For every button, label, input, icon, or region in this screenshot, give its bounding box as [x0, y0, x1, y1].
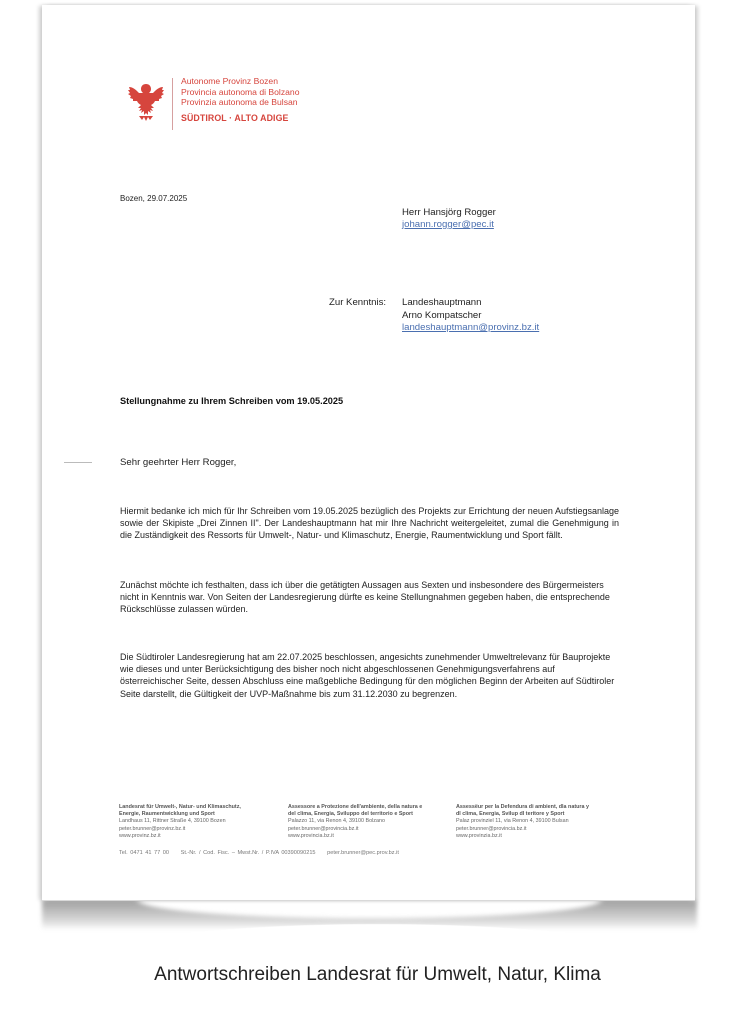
footer-phone: Tel. 0471 41 77 00 — [119, 850, 170, 856]
letterhead-line-it: Provincia autonoma di Bolzano — [181, 86, 300, 97]
letterhead-brand: SÜDTIROL · ALTO ADIGE — [181, 112, 289, 123]
cc-block — [402, 297, 539, 335]
footer-pec: peter.brunner@pec.prov.bz.it — [327, 850, 399, 856]
recipient-block — [402, 207, 496, 231]
letterhead-logo — [126, 76, 299, 130]
footer-address: Palazzo 11, via Renon 4, 39100 Bolzano — [288, 818, 385, 825]
letterhead-text — [181, 76, 299, 123]
footer-web: www.provinzia.bz.it — [456, 832, 502, 839]
footer-tax-id: St.-Nr. / Cod. Fisc. – Mwst.Nr. / P.IVA 00390090215 — [180, 850, 316, 856]
footer-title: dl clima, Energia, Svilup dl teritore y Sport — [456, 811, 565, 818]
letterhead-line-de: Autonome Provinz Bozen — [181, 76, 278, 86]
footer-title: Assessëur per la Defendura di ambient, dla natura y — [456, 804, 590, 810]
recipient-email-link[interactable]: johann.rogger@pec.it — [402, 219, 494, 230]
footer-email: peter.brunner@provincia.bz.it — [456, 825, 527, 832]
cc-email-link[interactable]: landeshauptmann@provinz.bz.it — [402, 322, 540, 334]
footer-title: Landesrat für Umwelt-, Natur- und Klimaschutz, — [119, 804, 241, 810]
footer-column-de — [119, 804, 289, 840]
footer-column-lld — [456, 804, 626, 840]
letter-page — [42, 5, 695, 901]
footer-email: peter.brunner@provincia.bz.it — [288, 825, 359, 832]
footer-web: www.provincia.bz.it — [288, 832, 334, 839]
footer-web: www.provinz.bz.it — [119, 832, 161, 839]
page-curl-mask — [20, 902, 735, 962]
image-caption: Antwortschreiben Landesrat für Umwelt, Natur, Klima — [154, 964, 601, 985]
paragraph-1: Hiermit bedanke ich mich für Ihr Schreiben vom 19.05.2025 bezüglich des Projekts zur Errichtung der neuen Aufstiegsanlage sowie der Skipiste „Drei Zinnen II". Der Landeshauptmann hat mir Ihre Nachricht weitergeleitet, zumal die Genehmigung in die Zuständigkeit des Ressorts für Umwelt-, Natur- und Klimaschutz, Energie, Raumentwicklung und Sport fällt. — [120, 506, 619, 541]
tyrolean-eagle-icon — [126, 80, 166, 124]
paragraph-3: Die Südtiroler Landesregierung hat am 22.07.2025 beschlossen, angesichts zunehmender Umweltrelevanz für Bauprojekte wie dieses und unter Berücksichtigung des bisher noch nicht abgeschlossenen Genehmigungsverfahrens auf österreichischer Seite, dessen Abschluss eine maßgebliche Bedingung für den möglichen Beginn der Arbeiten auf Südtiroler Seite darstellt, die Gültigkeit der UVP-Maßnahme bis zum 31.12.2030 zu begrenzen. — [120, 652, 615, 699]
letterhead-line-lld: Provinzia autonoma de Bulsan — [181, 97, 298, 108]
footer-email: peter.brunner@provinz.bz.it — [119, 825, 186, 832]
paragraph-2: Zunächst möchte ich festhalten, dass ich über die getätigten Aussagen aus Sexten und insbesondere des Bürgermeisters nicht in Kenntnis war. Von Seiten der Landesregierung dürfte es keine Stellungnahmen gegeben haben, die entsprechende Rückschlüsse zulassen würden. — [120, 580, 610, 615]
footer-column-it — [288, 804, 458, 840]
letter-subject: Stellungnahme zu Ihrem Schreiben vom 19.05.2025 — [120, 396, 344, 406]
footer-title: del clima, Energia, Sviluppo del territorio e Sport — [288, 811, 413, 818]
fold-mark — [64, 462, 92, 463]
letter-date: Bozen, 29.07.2025 — [120, 194, 188, 203]
logo-divider — [172, 78, 173, 130]
cc-name: Arno Kompatscher — [402, 309, 482, 321]
recipient-name: Herr Hansjörg Rogger — [402, 207, 496, 218]
cc-label: Zur Kenntnis: — [329, 297, 387, 308]
footer-title: Energie, Raumentwicklung und Sport — [119, 811, 215, 818]
cc-title: Landeshauptmann — [402, 297, 482, 308]
footer-contact-line — [119, 850, 408, 856]
footer-title: Assessore a Protezione dell'ambiente, della natura e — [288, 804, 423, 810]
footer-address: Palaz provinziel 11, via Renon 4, 39100 Bulsan — [456, 818, 569, 825]
salutation: Sehr geehrter Herr Rogger, — [120, 457, 237, 468]
footer-address: Landhaus 11, Rittner Straße 4, 39100 Bozen — [119, 818, 226, 825]
